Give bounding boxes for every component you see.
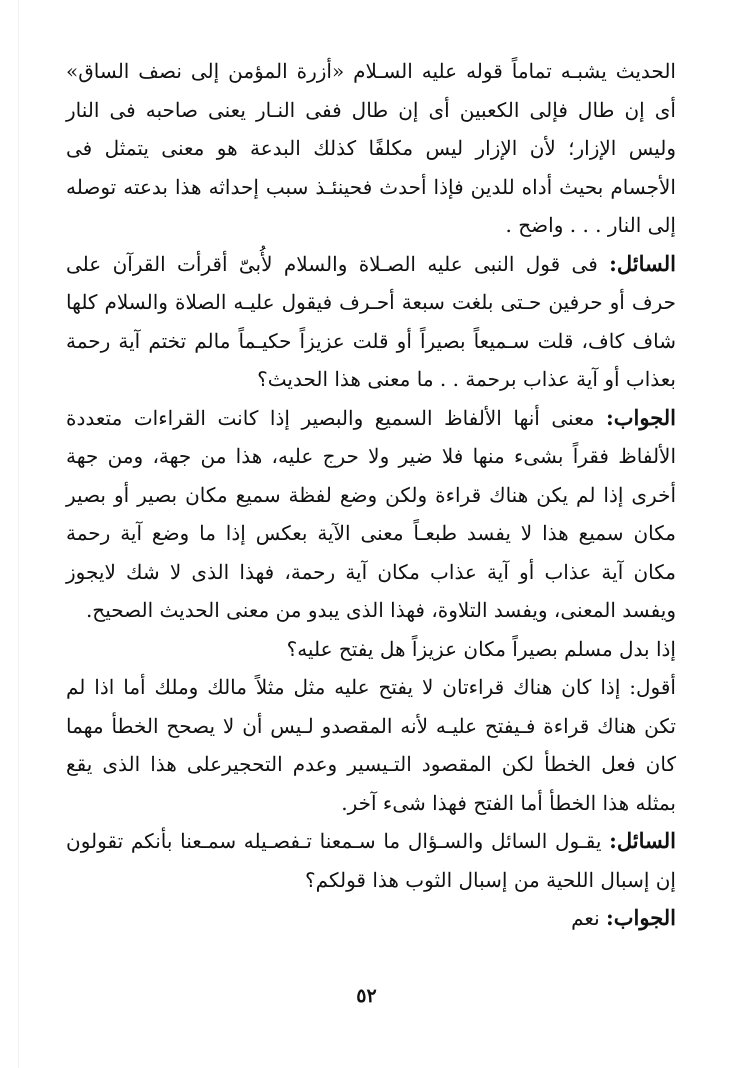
paragraph-followup-answer xyxy=(66,668,676,822)
paragraph-text: إذا بدل مسلم بصيراً مكان عزيزاً هل يفتح عليه؟ xyxy=(286,636,676,661)
paragraph-question-seven-letters xyxy=(66,245,676,399)
paragraph-answer-beard xyxy=(66,899,676,938)
paragraph-text: معنى أنها الألفاظ السميع والبصير إذا كانت القراءات متعددة الألفاظ فقراً بشىء منها فلا ضير ولا حرج عليه، هذا من جهة، ومن جهة أخرى إذا لم يكن هناك قراءة ولكن وضع لفظة سميع مكان بصير أو بصير مكان سميع هذا لا يفسد طبعـاً معنى الآية بعكس إذا ما وضع آية رحمة مكان آية عذاب أو آية عذاب مكان آية رحمة، فهذا الذى لا شك لايجوز ويفسد المعنى، ويفسد التلاوة، فهذا الذى يبدو من معنى الحديث الصحيح. xyxy=(66,405,677,622)
questioner-label: السائل: xyxy=(609,828,676,853)
page-edge-line xyxy=(18,0,19,1068)
paragraph-hadith-explanation xyxy=(66,52,676,245)
paragraph-followup-question xyxy=(66,630,676,669)
questioner-label: السائل: xyxy=(609,250,676,276)
paragraph-question-beard xyxy=(66,822,676,899)
paragraph-text: أقول: إذا كان هناك قراءتان لا يفتح عليه مثل مثلاً مالك وملك أما اذا لم تكن هناك قراءة فـيفتح عليـه لأنه المقصدو لـيس أن لا يصحح الخطأ مهما كان فعل الخطأ لكن المقصود التـيسير وعدم التحجيرعلى هذا الذى يقع بمثله هذا الخطأ أما الفتح فهذا شىء آخر. xyxy=(66,675,676,815)
paragraph-text: الحديث يشبـه تماماً قوله عليه السـلام «أزرة المؤمن إلى نصف الساق» أى إن طال فإلى الكعبين أى إن طال ففى النـار يعنى صاحبه فى النار وليس الإزار؛ لأن الإزار ليس مكلفًا كذلك البدعة هو معنى يتمثل فى الأجسام بحيث أداه للدين فإذا أحدث فحينئـذ سبب إحداثه هذا بدعته توصله إلى النار . . . واضح . xyxy=(66,59,676,237)
answer-label: الجواب: xyxy=(606,905,676,930)
paragraph-answer-seven-letters xyxy=(66,399,676,630)
paragraph-text: فى قول النبى عليه الصـلاة والسلام لأُبىّ أقرأت القرآن على حرف أو حرفين حـتى بلغت سبعة أحـرف فيقول عليـه الصلاة والسلام كلها شاف كاف، قلت سـميعاً بصيراً أو قلت عزيزاً حكيـماً مالم تختم آية رحمة بعذاب أو آية عذاب برحمة . . ما معنى هذا الحديث؟ xyxy=(66,251,676,391)
answer-label: الجواب: xyxy=(606,404,677,430)
page-body xyxy=(66,52,676,938)
page-number: ٥٢ xyxy=(356,985,377,1007)
paragraph-text: نعم xyxy=(571,906,600,930)
paragraph-text: يقـول السائل والسـؤال ما سـمعنا تـفصـيله سمـعنا بأنكم تقولون إن إسبال اللحية من إسبال الثوب هذا قولكم؟ xyxy=(66,829,676,892)
